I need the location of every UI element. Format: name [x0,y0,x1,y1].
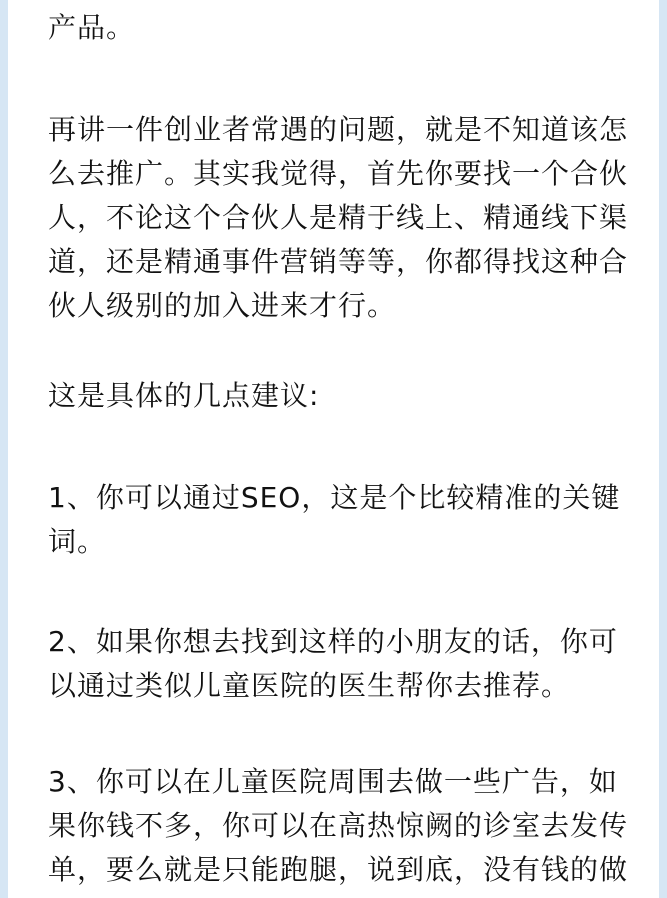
paragraph-suggestion-1: 1、你可以通过SEO，这是个比较精准的关键词。 [48,481,621,558]
paragraph-suggestions-intro: 这是具体的几点建议: [48,379,320,412]
paragraph-promotion-problem: 再讲一件创业者常遇的问题，就是不知道该怎么去推广。其实我觉得，首先你要找一个合伙人，不论这个合伙人是精于线上、精通线下渠道，还是精通事件营销等等，你都得找这种合伙人级别的加入进来才行。 [48,113,629,322]
paragraph-suggestion-3: 3、你可以在儿童医院周围去做一些广告，如果你钱不多，你可以在高热惊阙的诊室去发传单，要么就是只能跑腿，说到底，没有钱的做 [48,765,629,886]
paragraph-product-end: 产品。 [48,11,136,44]
paragraph-suggestion-2: 2、如果你想去找到这样的小朋友的话，你可以通过类似儿童医院的医生帮你去推荐。 [48,625,618,702]
